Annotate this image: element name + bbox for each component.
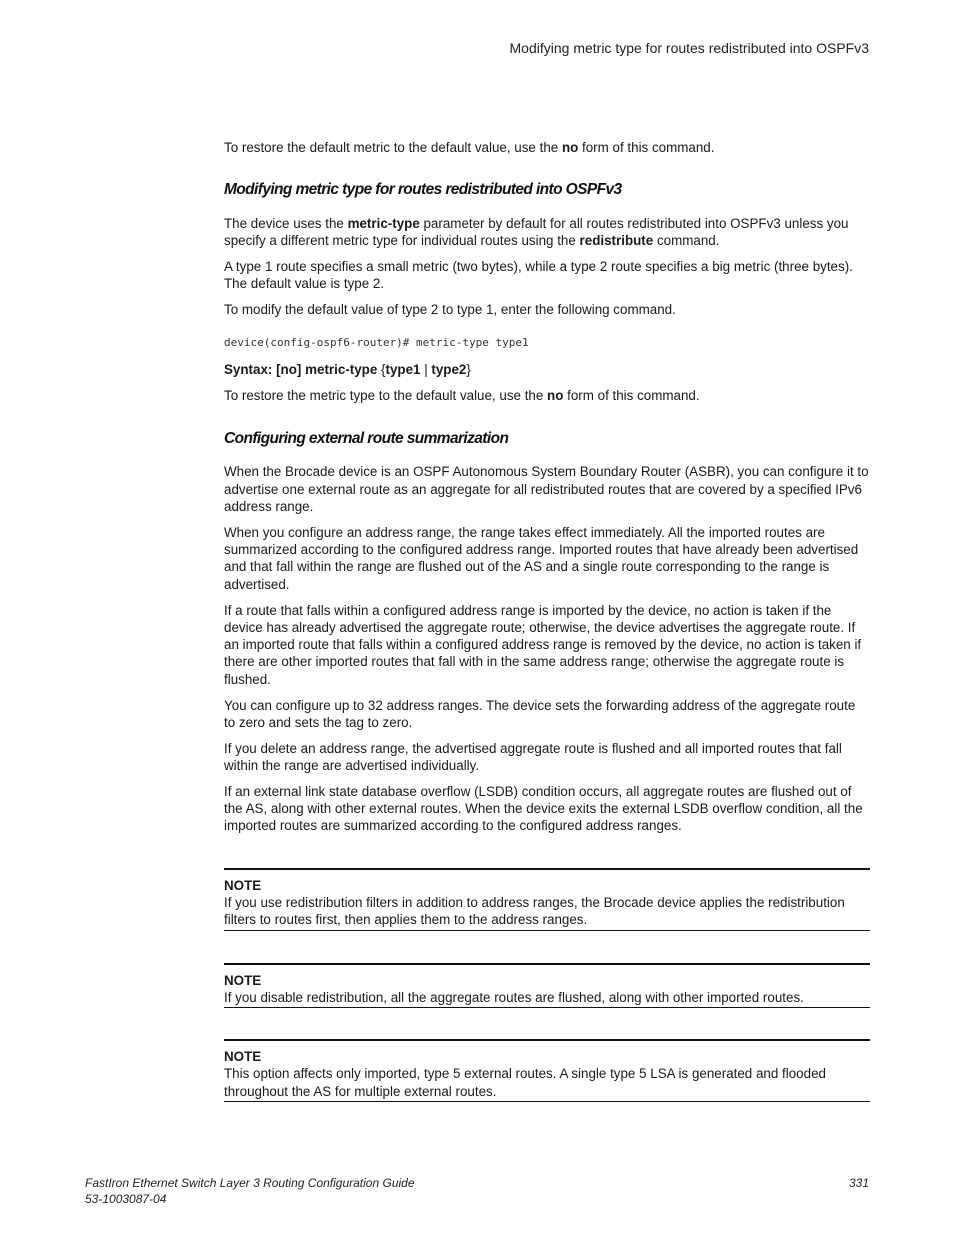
running-header: Modifying metric type for routes redistributed into OSPFv3 (509, 40, 869, 56)
metric-type-paragraph-3: To modify the default value of type 2 to type 1, enter the following command. (224, 301, 676, 317)
note-title: NOTE (224, 877, 262, 893)
metric-type-paragraph-1: The device uses the metric-type parameter by default for all routes redistributed into OSPFv3 unless you specify a different metric type for individual routes using the redistribute command. (224, 215, 849, 248)
note-box (224, 963, 870, 1009)
note-body: If you use redistribution filters in addition to address ranges, the Brocade device applies the redistribution filters to routes first, then applies them to the address ranges. (224, 894, 845, 928)
note-box (224, 868, 870, 931)
section-heading-metric-type: Modifying metric type for routes redistributed into OSPFv3 (224, 181, 622, 199)
summarization-paragraph: When the Brocade device is an OSPF Autonomous System Boundary Router (ASBR), you can configure it to advertise one external route as an aggregate for all redistributed routes that are covered by a specified IPv6 address range. (224, 464, 869, 515)
command-example: device(config-ospf6-router)# metric-type type1 (224, 336, 529, 350)
restore-default-metric-paragraph: To restore the default metric to the default value, use the no form of this command. (224, 140, 715, 155)
summarization-paragraph: You can configure up to 32 address ranges. The device sets the forwarding address of the aggregate route to zero and sets the tag to zero. (224, 697, 856, 730)
note-body: If you disable redistribution, all the aggregate routes are flushed, along with other imported routes. (224, 989, 804, 1005)
note-box (224, 1039, 870, 1102)
section-heading-route-summarization: Configuring external route summarization (224, 430, 509, 448)
restore-metric-type-paragraph: To restore the metric type to the default value, use the no form of this command. (224, 387, 700, 403)
page-content (224, 139, 870, 1102)
summarization-paragraph: If a route that falls within a configured address range is imported by the device, no action is taken if the device has already advertised the aggregate route; otherwise, the device advertises the aggregate route. If an imported route that falls within a configured address range is removed by the device, no action is taken if there are other imported routes that fall with in the same address range; otherwise the aggregate route is flushed. (224, 602, 862, 687)
note-body: This option affects only imported, type 5 external routes. A single type 5 LSA is generated and flooded throughout the AS for multiple external routes. (224, 1066, 826, 1099)
summarization-paragraph: When you configure an address range, the range takes effect immediately. All the imported routes are summarized according to the configured address range. Imported routes that have already been advertised and that fall within the range are flushed out of the AS and a single route corresponding to the range is advertised. (224, 524, 859, 592)
metric-type-paragraph-2: A type 1 route specifies a small metric (two bytes), while a type 2 route specifies a big metric (three bytes). The default value is type 2. (224, 258, 853, 291)
document-number: 53-1003087-04 (85, 1192, 167, 1206)
summarization-paragraph: If you delete an address range, the advertised aggregate route is flushed and all imported routes that fall within the range are advertised individually. (224, 740, 842, 773)
syntax-line: Syntax: [no] metric-type {type1 | type2} (224, 362, 471, 378)
page-number: 331 (848, 1176, 869, 1190)
page-footer (85, 1175, 869, 1207)
note-title: NOTE (224, 972, 262, 988)
summarization-paragraph: If an external link state database overflow (LSDB) condition occurs, all aggregate routes are flushed out of the AS, along with other external routes. When the device exits the external LSDB overflow condition, all the imported routes are summarized according to the configured address ranges. (224, 783, 863, 834)
guide-title: FastIron Ethernet Switch Layer 3 Routing Configuration Guide (85, 1176, 415, 1190)
note-title: NOTE (224, 1049, 262, 1065)
